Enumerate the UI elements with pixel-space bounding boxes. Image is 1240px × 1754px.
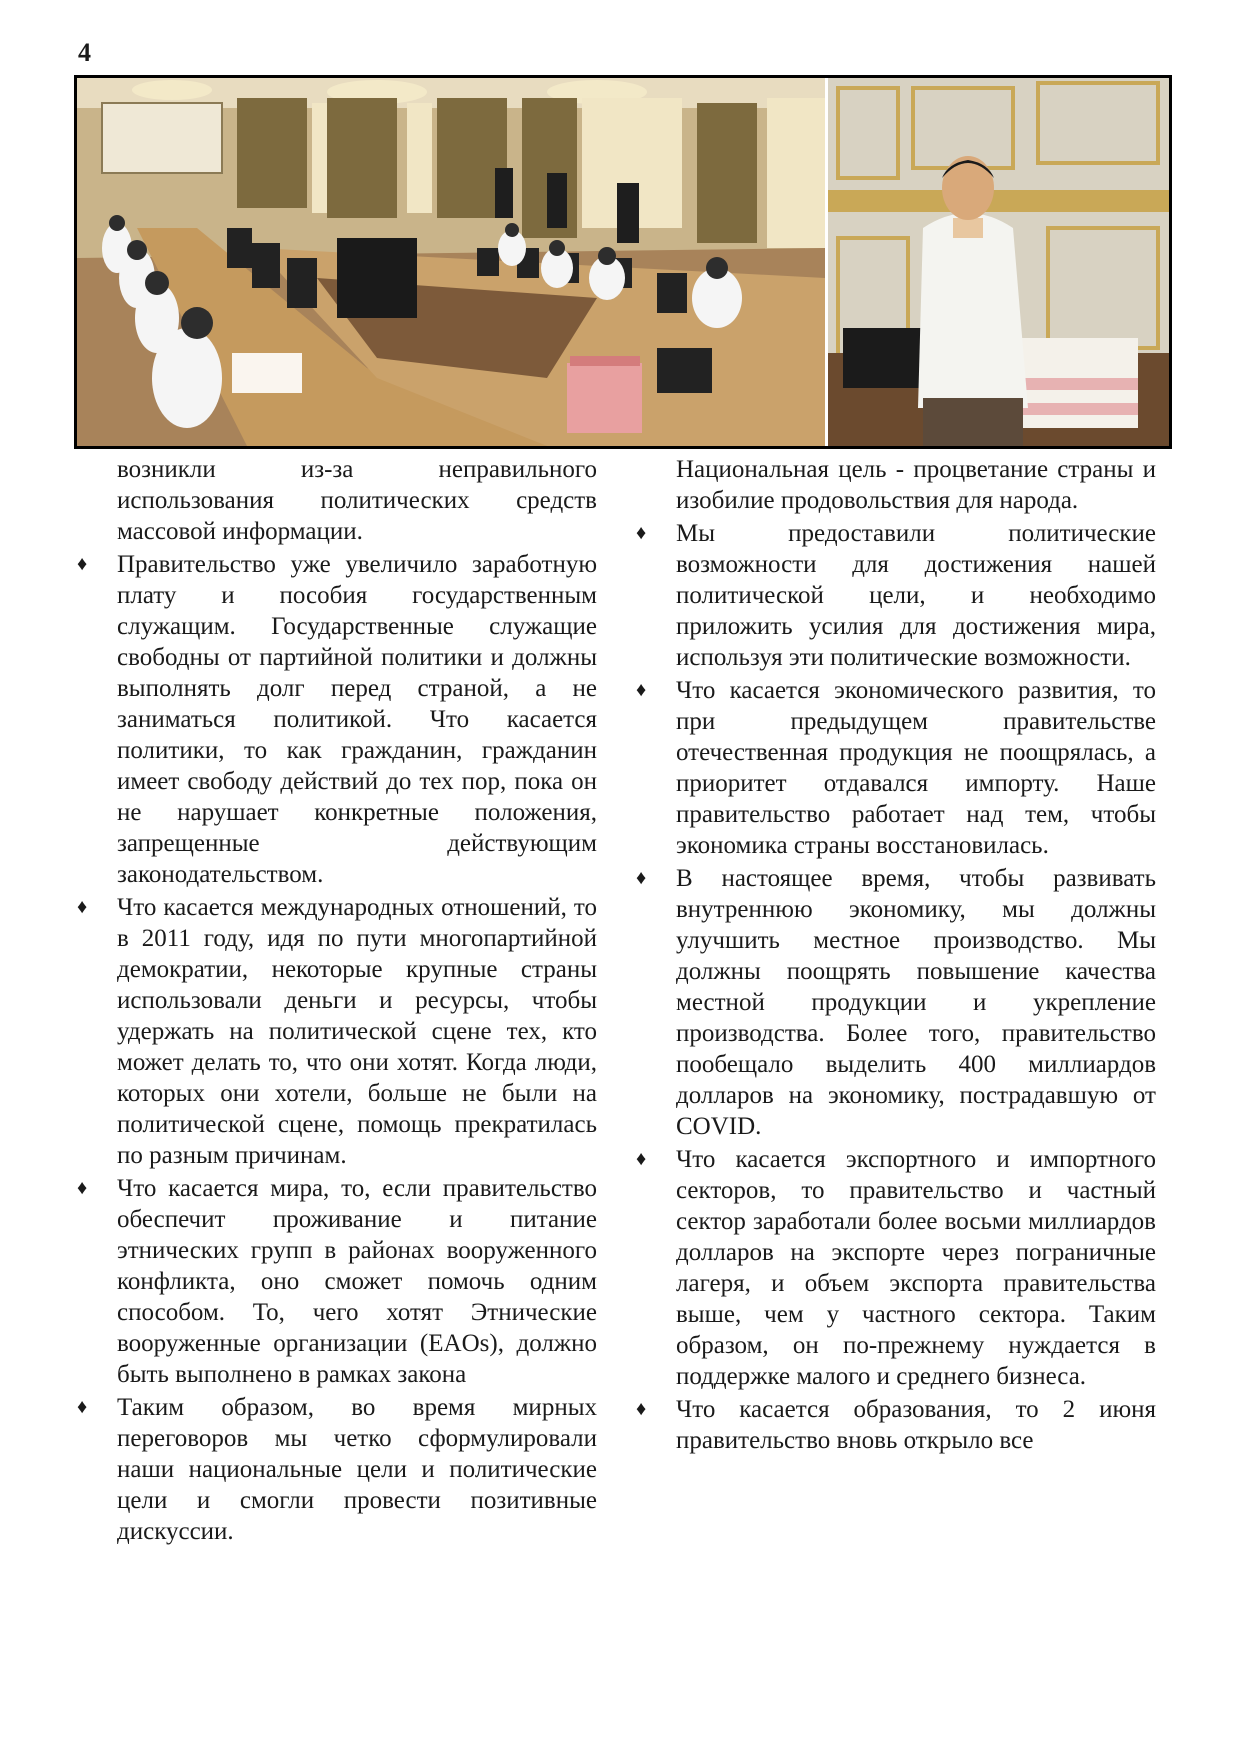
paragraph-continuation: Национальная цель - процветание страны и изобилие продовольствия для народа. (676, 456, 1156, 514)
left-text-column (117, 454, 597, 1549)
photo-banner (74, 75, 1172, 449)
page-number: 4 (78, 38, 91, 67)
meeting-hall-photo (77, 78, 825, 446)
bullet-paragraph: ♦ Что касается экспортного и импортного секторов, то правительство и частный сектор заработали более восьми миллиардов долларов на экспорте через пограничные лагеря, и объем экспорта правительства выше, чем у частного сектора. Таким образом, он по-прежнему нуждается в поддержке малого и среднего бизнеса. (676, 1144, 1156, 1392)
bullet-paragraph: ♦ Что касается образования, то 2 июня правительство вновь открыло все (676, 1394, 1156, 1456)
bullet-paragraph: ♦ В настоящее время, чтобы развивать внутреннюю экономику, мы должны улучшить местное производство. Мы должны поощрять повышение качества местной продукции и укрепление производства. Более того, правительство пообещало выделить 400 миллиардов долларов на экономику, пострадавшую от COVID. (676, 863, 1156, 1142)
paragraph-continuation: возникли из-за неправильного использования политических средств массовой информации. (117, 456, 597, 545)
bullet-paragraph: ♦ Что касается экономического развития, то при предыдущем правительстве отечественная продукция не поощрялась, а приоритет отдавался импорту. Наше правительство работает над тем, чтобы экономика страны восстановилась. (676, 675, 1156, 861)
right-text-column (676, 454, 1156, 1458)
bullet-paragraph: ♦ Что касается мира, то, если правительство обеспечит проживание и питание этнических групп в районах вооруженного конфликта, оно сможет помочь одним способом. То, чего хотят Этнические вооруженные организации (EAOs), должно быть выполнено в рамках закона (117, 1173, 597, 1390)
bullet-paragraph: ♦ Правительство уже увеличило заработную плату и пособия государственным служащим. Государственные служащие свободны от партийной политики и должны выполнять долг перед страной, а не заниматься политикой. Что касается политики, то как гражданин, гражданин имеет свободу действий до тех пор, пока он не нарушает конкретные положения, запрещенные действующим законодательством. (117, 549, 597, 890)
bullet-paragraph: ♦ Мы предоставили политические возможности для достижения нашей политической цели, и необходимо приложить усилия для достижения мира, используя эти политические возможности. (676, 518, 1156, 673)
bullet-paragraph: ♦ Таким образом, во время мирных переговоров мы четко сформулировали наши национальные цели и политические цели и смогли провести позитивные дискуссии. (117, 1392, 597, 1547)
bullet-paragraph: ♦ Что касается международных отношений, то в 2011 году, идя по пути многопартийной демократии, некоторые крупные страны использовали деньги и ресурсы, чтобы удержать на политической сцене тех, кто может делать то, что они хотят. Когда люди, которых они хотели, больше не были на политической сцене, помощь прекратилась по разным причинам. (117, 892, 597, 1171)
speaker-standing-photo (828, 78, 1169, 446)
